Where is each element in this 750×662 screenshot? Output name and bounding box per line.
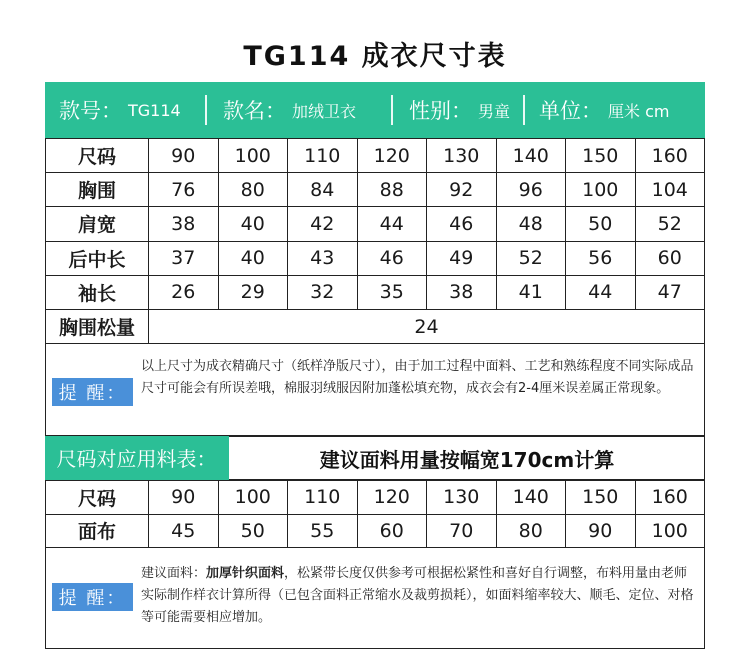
reminder-tag: 提 醒： [52, 583, 133, 611]
table-cell: 50 [566, 207, 636, 241]
table-cell: 49 [427, 241, 497, 275]
table-cell: 48 [496, 207, 566, 241]
style-name-value: 加绒卫衣 [292, 101, 357, 121]
size-header-cell: 150 [566, 481, 636, 515]
table-cell: 80 [496, 514, 566, 548]
table-cell: 92 [427, 173, 497, 207]
size-header-cell: 140 [496, 139, 566, 173]
size-header-cell: 90 [149, 481, 219, 515]
table-cell: 96 [496, 173, 566, 207]
fabric-header-label: 尺码 [46, 481, 149, 515]
table-cell: 38 [427, 275, 497, 309]
unit-value: 厘米 cm [608, 101, 670, 121]
table-cell: 47 [635, 275, 705, 309]
size-header-label: 尺码 [46, 139, 149, 173]
table-cell: 76 [149, 173, 219, 207]
fabric-section-note: 建议面料用量按幅宽170cm计算 [319, 447, 615, 472]
info-divider [523, 95, 525, 125]
unit-cell [525, 82, 669, 138]
table-cell: 32 [288, 275, 358, 309]
size-header-cell: 160 [635, 139, 705, 173]
fabric-suggestion-bold: 加厚针织面料 [206, 566, 285, 581]
table-cell: 52 [635, 207, 705, 241]
fabric-table [45, 480, 705, 548]
table-cell: 43 [288, 241, 358, 275]
size-header-cell: 100 [218, 139, 288, 173]
table-cell: 44 [357, 207, 427, 241]
table-cell: 35 [357, 275, 427, 309]
table-cell: 55 [288, 514, 358, 548]
fabric-suggestion-text: ，松紧带长度仅供参考可根据松紧性和喜好自行调整，布料用量由老师实际制作样衣计算所得（已包含面料正常缩水及裁剪损耗），如面料缩率较大、顺毛、定位、对格等可能需要相应增加。 [141, 566, 694, 625]
size-header-cell: 150 [566, 139, 636, 173]
info-divider [205, 95, 207, 125]
info-bar [45, 82, 705, 138]
style-name-cell [207, 82, 391, 138]
unit-label: 单位： [539, 99, 602, 123]
table-row [46, 514, 705, 548]
table-row-ease [46, 309, 705, 343]
reminder-box-fabric [45, 547, 705, 649]
style-no-label: 款号： [59, 99, 122, 123]
table-cell: 80 [218, 173, 288, 207]
table-cell: 60 [635, 241, 705, 275]
table-row [46, 207, 705, 241]
size-header-cell: 110 [288, 139, 358, 173]
style-name-label: 款名： [223, 99, 286, 123]
table-cell: 42 [288, 207, 358, 241]
row-label-sleeve: 袖长 [46, 275, 149, 309]
gender-value: 男童 [478, 101, 511, 121]
table-cell: 52 [496, 241, 566, 275]
row-label-fabric: 面布 [46, 514, 149, 548]
table-header-row [46, 481, 705, 515]
table-cell: 38 [149, 207, 219, 241]
table-cell: 29 [218, 275, 288, 309]
table-cell: 40 [218, 241, 288, 275]
size-header-cell: 90 [149, 139, 219, 173]
info-divider [391, 95, 393, 125]
row-label-chest-ease: 胸围松量 [46, 309, 149, 343]
fabric-section-label: 尺码对应用料表： [45, 436, 229, 480]
row-label-chest: 胸围 [46, 173, 149, 207]
reminder-tag: 提 醒： [52, 378, 133, 406]
table-cell: 44 [566, 275, 636, 309]
fabric-suggestion-prefix: 建议面料： [141, 566, 207, 581]
size-header-cell: 120 [357, 481, 427, 515]
size-table [45, 138, 705, 344]
gender-label: 性别： [409, 99, 472, 123]
fabric-section-header [45, 436, 705, 480]
table-cell: 26 [149, 275, 219, 309]
size-header-cell: 160 [635, 481, 705, 515]
table-cell: 84 [288, 173, 358, 207]
table-cell: 100 [635, 514, 705, 548]
chest-ease-value: 24 [149, 309, 705, 343]
table-cell: 50 [218, 514, 288, 548]
table-cell: 45 [149, 514, 219, 548]
table-cell: 37 [149, 241, 219, 275]
table-cell: 90 [566, 514, 636, 548]
table-row [46, 241, 705, 275]
size-header-cell: 130 [427, 481, 497, 515]
table-cell: 104 [635, 173, 705, 207]
table-cell: 88 [357, 173, 427, 207]
row-label-back-length: 后中长 [46, 241, 149, 275]
table-cell: 100 [566, 173, 636, 207]
table-row [46, 173, 705, 207]
table-cell: 40 [218, 207, 288, 241]
style-no-value: TG114 [128, 100, 181, 120]
reminder-text: 以上尺寸为成衣精确尺寸（纸样净版尺寸），由于加工过程中面料、工艺和熟练程度不同实际成品尺寸可能会有所误差哦，棉服羽绒服因附加蓬松填充物，成衣会有2-4厘米误差属正常现象。 [141, 359, 694, 396]
table-cell: 46 [357, 241, 427, 275]
table-cell: 41 [496, 275, 566, 309]
table-cell: 46 [427, 207, 497, 241]
page-title: TG114 成衣尺寸表 [243, 41, 507, 72]
size-header-cell: 100 [218, 481, 288, 515]
size-header-cell: 110 [288, 481, 358, 515]
table-header-row [46, 139, 705, 173]
style-no-cell [45, 82, 205, 138]
reminder-text [141, 563, 694, 629]
gender-cell [393, 82, 523, 138]
table-row [46, 275, 705, 309]
reminder-box-sizes [45, 340, 705, 436]
table-cell: 60 [357, 514, 427, 548]
size-header-cell: 140 [496, 481, 566, 515]
size-header-cell: 120 [357, 139, 427, 173]
table-cell: 56 [566, 241, 636, 275]
table-cell: 70 [427, 514, 497, 548]
row-label-shoulder: 肩宽 [46, 207, 149, 241]
size-header-cell: 130 [427, 139, 497, 173]
